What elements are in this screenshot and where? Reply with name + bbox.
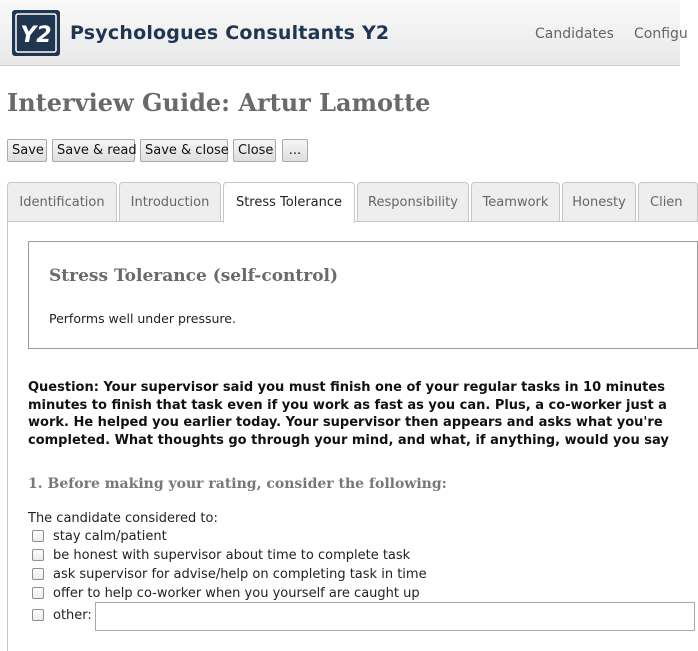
- interview-question: [28, 379, 680, 449]
- tab-introduction[interactable]: Introduction: [119, 182, 221, 222]
- consider-label: The candidate considered to:: [28, 511, 218, 526]
- app-header: [0, 0, 688, 66]
- app-title: Psychologues Consultants Y2: [70, 22, 390, 44]
- ask-supervisor-checkbox[interactable]: [32, 568, 44, 580]
- tab-teamwork[interactable]: Teamwork: [471, 182, 560, 222]
- svg-text:Y2: Y2: [20, 23, 52, 48]
- option-label: offer to help co-worker when you yourself are caught up: [53, 586, 420, 601]
- save-button[interactable]: Save: [7, 139, 47, 162]
- rating-heading: 1. Before making your rating, consider the following:: [28, 476, 447, 492]
- close-button[interactable]: Close: [233, 139, 276, 162]
- tab-responsibility[interactable]: Responsibility: [357, 182, 469, 222]
- y2-logo-icon: [12, 10, 60, 56]
- question-line: work. He helped you earlier today. Your supervisor then appears and asks what you're: [28, 415, 663, 430]
- competency-box: [28, 241, 698, 349]
- page-title: Interview Guide: Artur Lamotte: [7, 88, 431, 117]
- option-label: stay calm/patient: [53, 529, 167, 544]
- more-actions-button[interactable]: ...: [282, 139, 308, 162]
- offer-help-checkbox[interactable]: [32, 587, 44, 599]
- option-label: other:: [53, 608, 92, 623]
- other-text-input[interactable]: [95, 602, 695, 631]
- be-honest-checkbox[interactable]: [32, 549, 44, 561]
- question-line: minutes to finish that task even if you work as fast as you can. Plus, a co-worker just a: [28, 397, 667, 413]
- brand-logo[interactable]: [12, 10, 60, 56]
- tab-strip: [0, 182, 683, 222]
- stay-calm-checkbox[interactable]: [32, 530, 44, 542]
- competency-description: Performs well under pressure.: [49, 311, 236, 326]
- save-and-close-button[interactable]: Save & close: [140, 139, 228, 162]
- tab-client[interactable]: Clien: [638, 182, 698, 222]
- question-line: completed. What thoughts go through your mind, and what, if anything, would you say: [28, 432, 669, 448]
- option-label: be honest with supervisor about time to complete task: [53, 548, 411, 563]
- option-label: ask supervisor for advise/help on completing task in time: [53, 567, 427, 582]
- tab-stress-tolerance[interactable]: Stress Tolerance: [223, 182, 355, 223]
- other-checkbox[interactable]: [32, 609, 44, 621]
- competency-title: Stress Tolerance (self-control): [49, 266, 339, 286]
- question-line: Question: Your supervisor said you must finish one of your regular tasks in 10 minutes: [28, 380, 665, 395]
- nav-candidates[interactable]: Candidates: [535, 26, 614, 42]
- tab-honesty[interactable]: Honesty: [562, 182, 636, 222]
- nav-configuration[interactable]: Configu: [634, 26, 688, 42]
- tab-identification[interactable]: Identification: [7, 182, 117, 222]
- save-and-read-button[interactable]: Save & read: [52, 139, 135, 162]
